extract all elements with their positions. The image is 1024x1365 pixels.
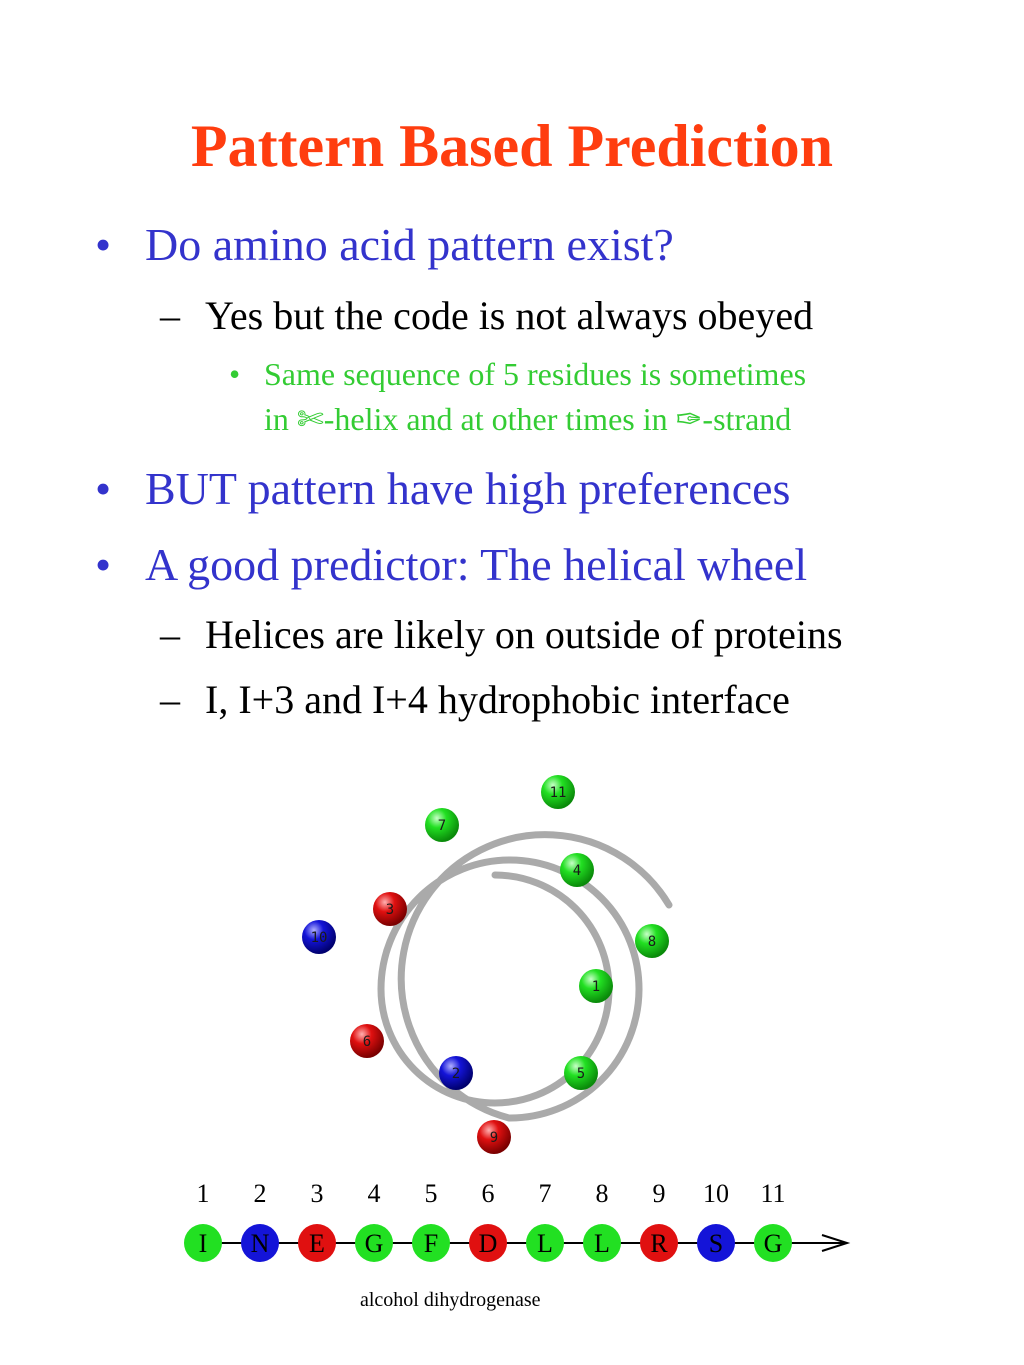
slide-title: Pattern Based Prediction [190, 113, 834, 179]
residue-number: 11 [549, 785, 567, 801]
alpha-symbol-icon: ✄ [296, 400, 324, 438]
wheel-residue-2 [439, 1056, 473, 1090]
wheel-residue-8 [635, 924, 669, 958]
wheel-residue-7 [425, 808, 459, 842]
sequence-position: 1 [196, 1179, 210, 1208]
sequence-letter: S [708, 1229, 724, 1258]
helical-wheel-diagram [0, 760, 1024, 1170]
sequence-position: 11 [760, 1179, 786, 1208]
sub-bullet-helices-outside: Helices are likely on outside of proteins [205, 612, 843, 657]
bullet-amino-acid-pattern: Do amino acid pattern exist? [145, 219, 674, 270]
sequence-position: 10 [703, 1179, 729, 1208]
sequence-diagram [0, 1170, 1024, 1280]
residue-number: 5 [576, 1066, 586, 1082]
wheel-residue-10 [302, 920, 336, 954]
sequence-position: 7 [538, 1179, 552, 1208]
residue-number: 7 [437, 818, 447, 834]
wheel-residue-5 [564, 1056, 598, 1090]
detail-line-2 [264, 400, 791, 438]
sequence-position: 2 [253, 1179, 267, 1208]
wheel-residue-9 [477, 1120, 511, 1154]
sequence-letter: G [763, 1229, 783, 1258]
residue-number: 2 [451, 1066, 461, 1082]
sequence-position: 9 [652, 1179, 666, 1208]
sub-bullet-code-not-obeyed: Yes but the code is not always obeyed [205, 293, 814, 338]
bullet-marker: • [95, 539, 112, 590]
sequence-position: 8 [595, 1179, 609, 1208]
wheel-residue-6 [350, 1024, 384, 1058]
residue-number: 1 [591, 979, 601, 995]
bullet-high-preferences: BUT pattern have high preferences [145, 463, 791, 514]
sequence-position: 3 [310, 1179, 324, 1208]
residue-number: 6 [362, 1034, 372, 1050]
sequence-letter: F [423, 1229, 439, 1258]
residue-number: 3 [385, 902, 395, 918]
sequence-letter: E [309, 1229, 325, 1258]
caption: alcohol dihydrogenase [360, 1289, 541, 1311]
wheel-residue-1 [579, 969, 613, 1003]
beta-symbol-icon: ✑ [675, 400, 703, 438]
bullet-marker: • [95, 463, 112, 514]
sequence-letter: G [364, 1229, 384, 1258]
sub-bullet-hydrophobic-interface: I, I+3 and I+4 hydrophobic interface [205, 677, 790, 722]
residue-number: 4 [572, 863, 582, 879]
sequence-letter: L [594, 1229, 610, 1258]
detail-text-c: -strand [702, 401, 792, 437]
residue-number: 9 [489, 1130, 499, 1146]
sequence-letter: I [198, 1229, 208, 1258]
detail-line-1: Same sequence of 5 residues is sometimes [264, 356, 807, 392]
sequence-letter: N [250, 1229, 270, 1258]
bullet-marker: • [95, 219, 112, 270]
sequence-letter: L [537, 1229, 553, 1258]
sequence-position: 6 [481, 1179, 495, 1208]
residue-number: 10 [310, 930, 328, 946]
helix-spiral [381, 835, 669, 1118]
detail-text-a: in [264, 401, 297, 437]
sequence-letter: D [478, 1229, 498, 1258]
residue-number: 8 [647, 934, 657, 950]
dash-marker: – [160, 612, 180, 657]
sequence-position: 4 [367, 1179, 381, 1208]
dash-marker: – [160, 677, 180, 722]
sequence-letter: R [650, 1229, 668, 1258]
wheel-residue-3 [373, 892, 407, 926]
detail-bullet-marker: • [229, 356, 241, 392]
wheel-residue-11 [541, 775, 575, 809]
wheel-residue-4 [560, 853, 594, 887]
detail-text-b: -helix and at other times in [323, 401, 676, 437]
dash-marker: – [160, 293, 180, 338]
bullet-helical-wheel: A good predictor: The helical wheel [145, 539, 808, 590]
sequence-position: 5 [424, 1179, 438, 1208]
